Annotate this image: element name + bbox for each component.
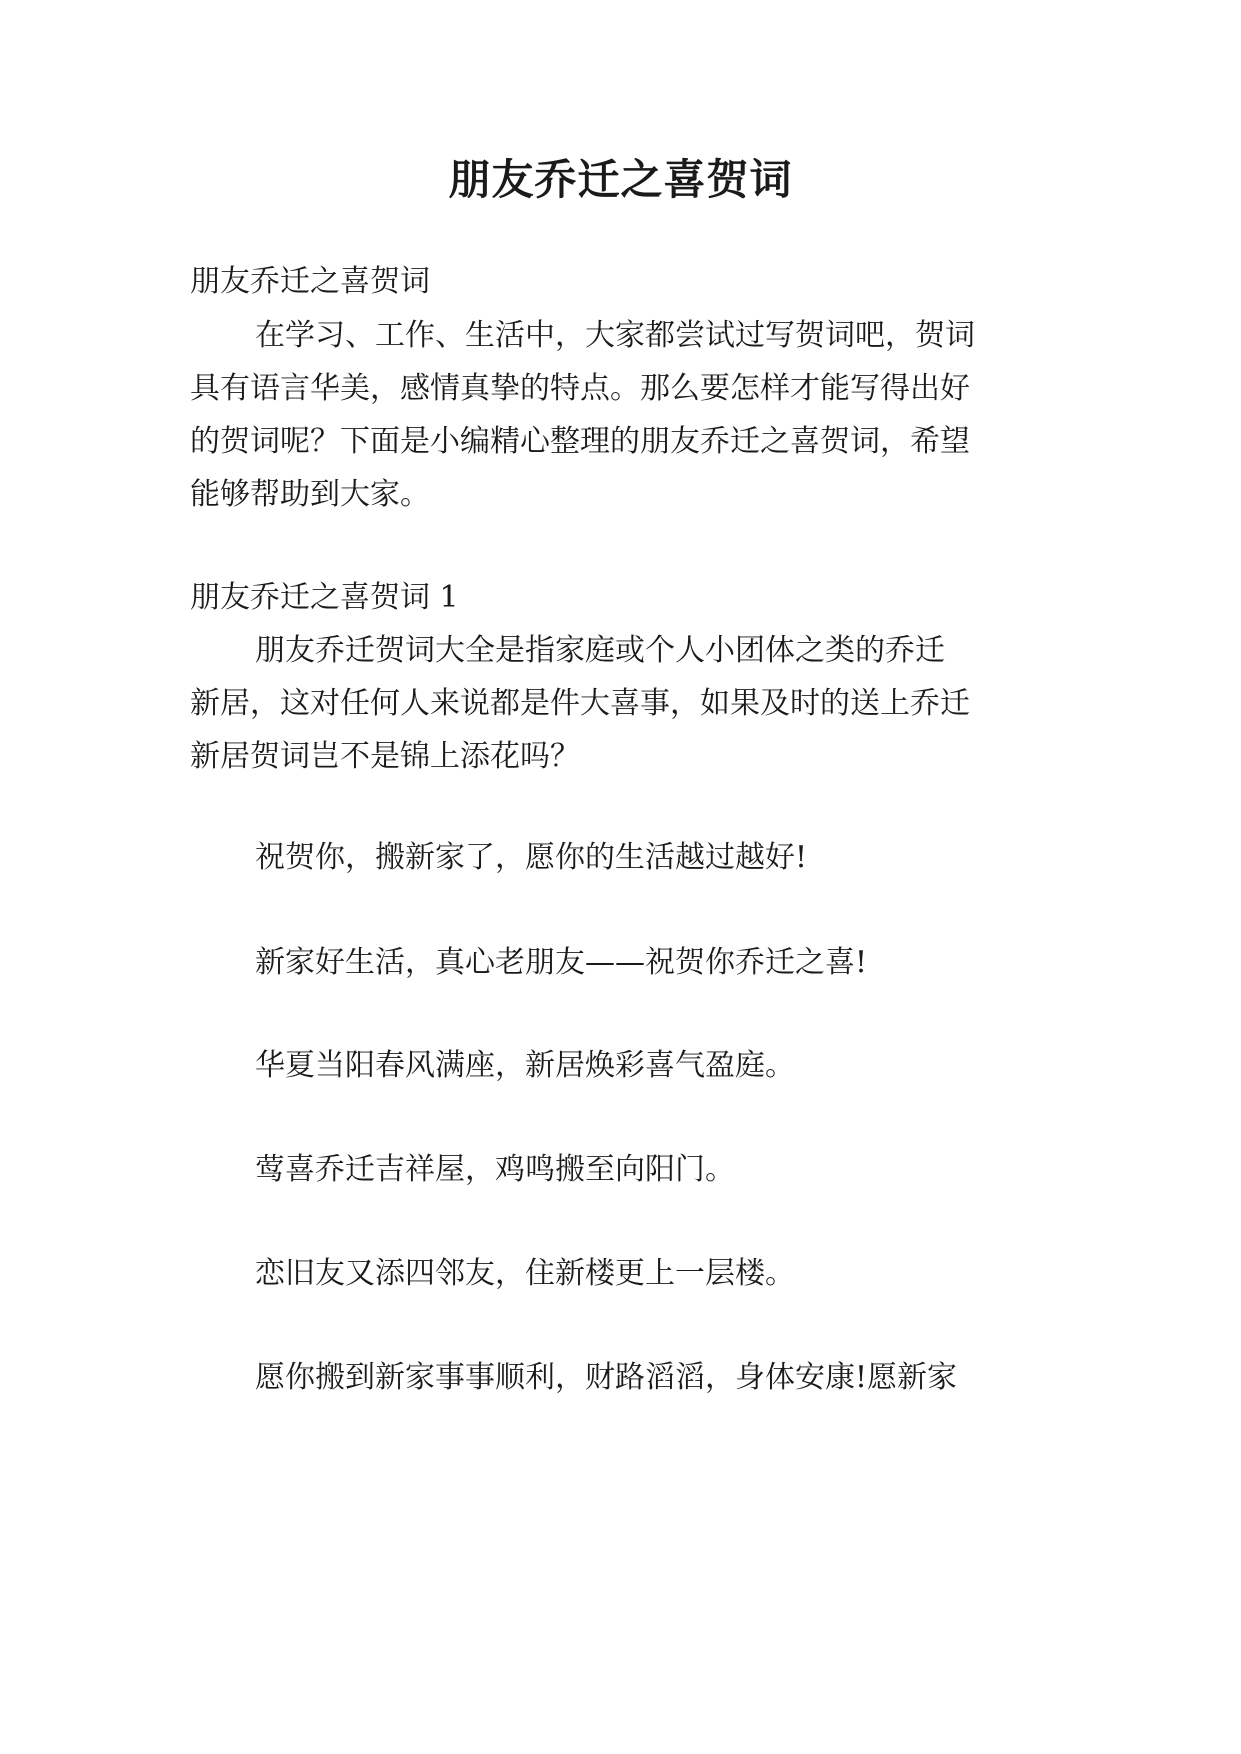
paragraph-line: 在学习、工作、生活中，大家都尝试过写贺词吧，贺词 — [255, 318, 975, 353]
greeting-line: 愿你搬到新家事事顺利，财路滔滔，身体安康!愿新家 — [255, 1360, 958, 1395]
section-heading: 朋友乔迁之喜贺词 — [190, 264, 430, 299]
greeting-line: 莺喜乔迁吉祥屋，鸡鸣搬至向阳门。 — [255, 1152, 735, 1187]
paragraph-line: 朋友乔迁贺词大全是指家庭或个人小团体之类的乔迁 — [255, 633, 945, 668]
paragraph-line: 的贺词呢？下面是小编精心整理的朋友乔迁之喜贺词，希望 — [190, 424, 970, 459]
greeting-line: 祝贺你，搬新家了，愿你的生活越过越好! — [255, 840, 808, 875]
section-heading: 朋友乔迁之喜贺词 1 — [190, 580, 459, 615]
paragraph-line: 新居，这对任何人来说都是件大喜事，如果及时的送上乔迁 — [190, 686, 970, 721]
greeting-line: 恋旧友又添四邻友，住新楼更上一层楼。 — [255, 1256, 795, 1291]
greeting-line: 新家好生活，真心老朋友——祝贺你乔迁之喜! — [255, 945, 868, 980]
paragraph-line: 能够帮助到大家。 — [190, 477, 430, 512]
paragraph-line: 新居贺词岂不是锦上添花吗？ — [190, 739, 580, 774]
page-title: 朋友乔迁之喜贺词 — [448, 155, 793, 204]
paragraph-line: 具有语言华美，感情真挚的特点。那么要怎样才能写得出好 — [190, 371, 970, 406]
greeting-line: 华夏当阳春风满座，新居焕彩喜气盈庭。 — [255, 1048, 795, 1083]
